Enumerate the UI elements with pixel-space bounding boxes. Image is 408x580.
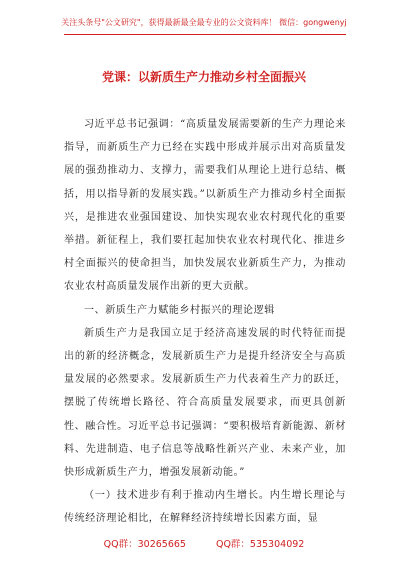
section-heading: 一、新质生产力赋能乡村振兴的理论逻辑: [84, 304, 275, 316]
document-body: [64, 113, 346, 531]
footer-qq-group-2: QQ群：535304092: [215, 539, 305, 550]
footer-contact: [0, 536, 408, 550]
header-divider: [64, 34, 346, 35]
paragraph-intro: 习近平总书记强调：“高质量发展需要新的生产力理论来指导，而新质生产力已经在实践中形成并展示出对高质量发展的强劲推动力、支撑力，需要我们从理论上进行总结、概括，用以指导新的发展实践。”以新质生产力推动乡村全面振兴，是推进农业强国建设、加快实现农业农村现代化的重要举措。新征程上，我们要扛起加快农业农村现代化、推进乡村全面振兴的使命担当，加快发展农业新质生产力，为推动农业农村高质量发展作出新的更大贡献。: [64, 119, 346, 293]
paragraph-subsection-1: （一）技术进步有利于推动内生增长。内生增长理论与传统经济理论相比，在解释经济持续增长因素方面，显: [64, 490, 346, 525]
header-note: 关注头条号"公文研究"，获得最新最全最专业的公文资料库！ 微信：gongwenyj: [61, 18, 347, 27]
document-title: 党课：以新质生产力推动乡村全面振兴: [101, 70, 306, 84]
footer-qq-group-1: QQ群：30265665: [103, 539, 186, 550]
paragraph-section-1: 新质生产力是我国立足于经济高速发展的时代特征而提出的新的经济概念，发展新质生产力是提升经济安全与高质量发展的必然要求。发展新质生产力代表着生产力的跃迁，摆脱了传统增长路径、符合高质量发展要求，而更具创新性、融合性。习近平总书记强调：“要积极培育新能源、新材料、先进制造、电子信息等战略性新兴产业、未来产业，加快形成新质生产力，增强发展新动能。”: [64, 327, 346, 479]
